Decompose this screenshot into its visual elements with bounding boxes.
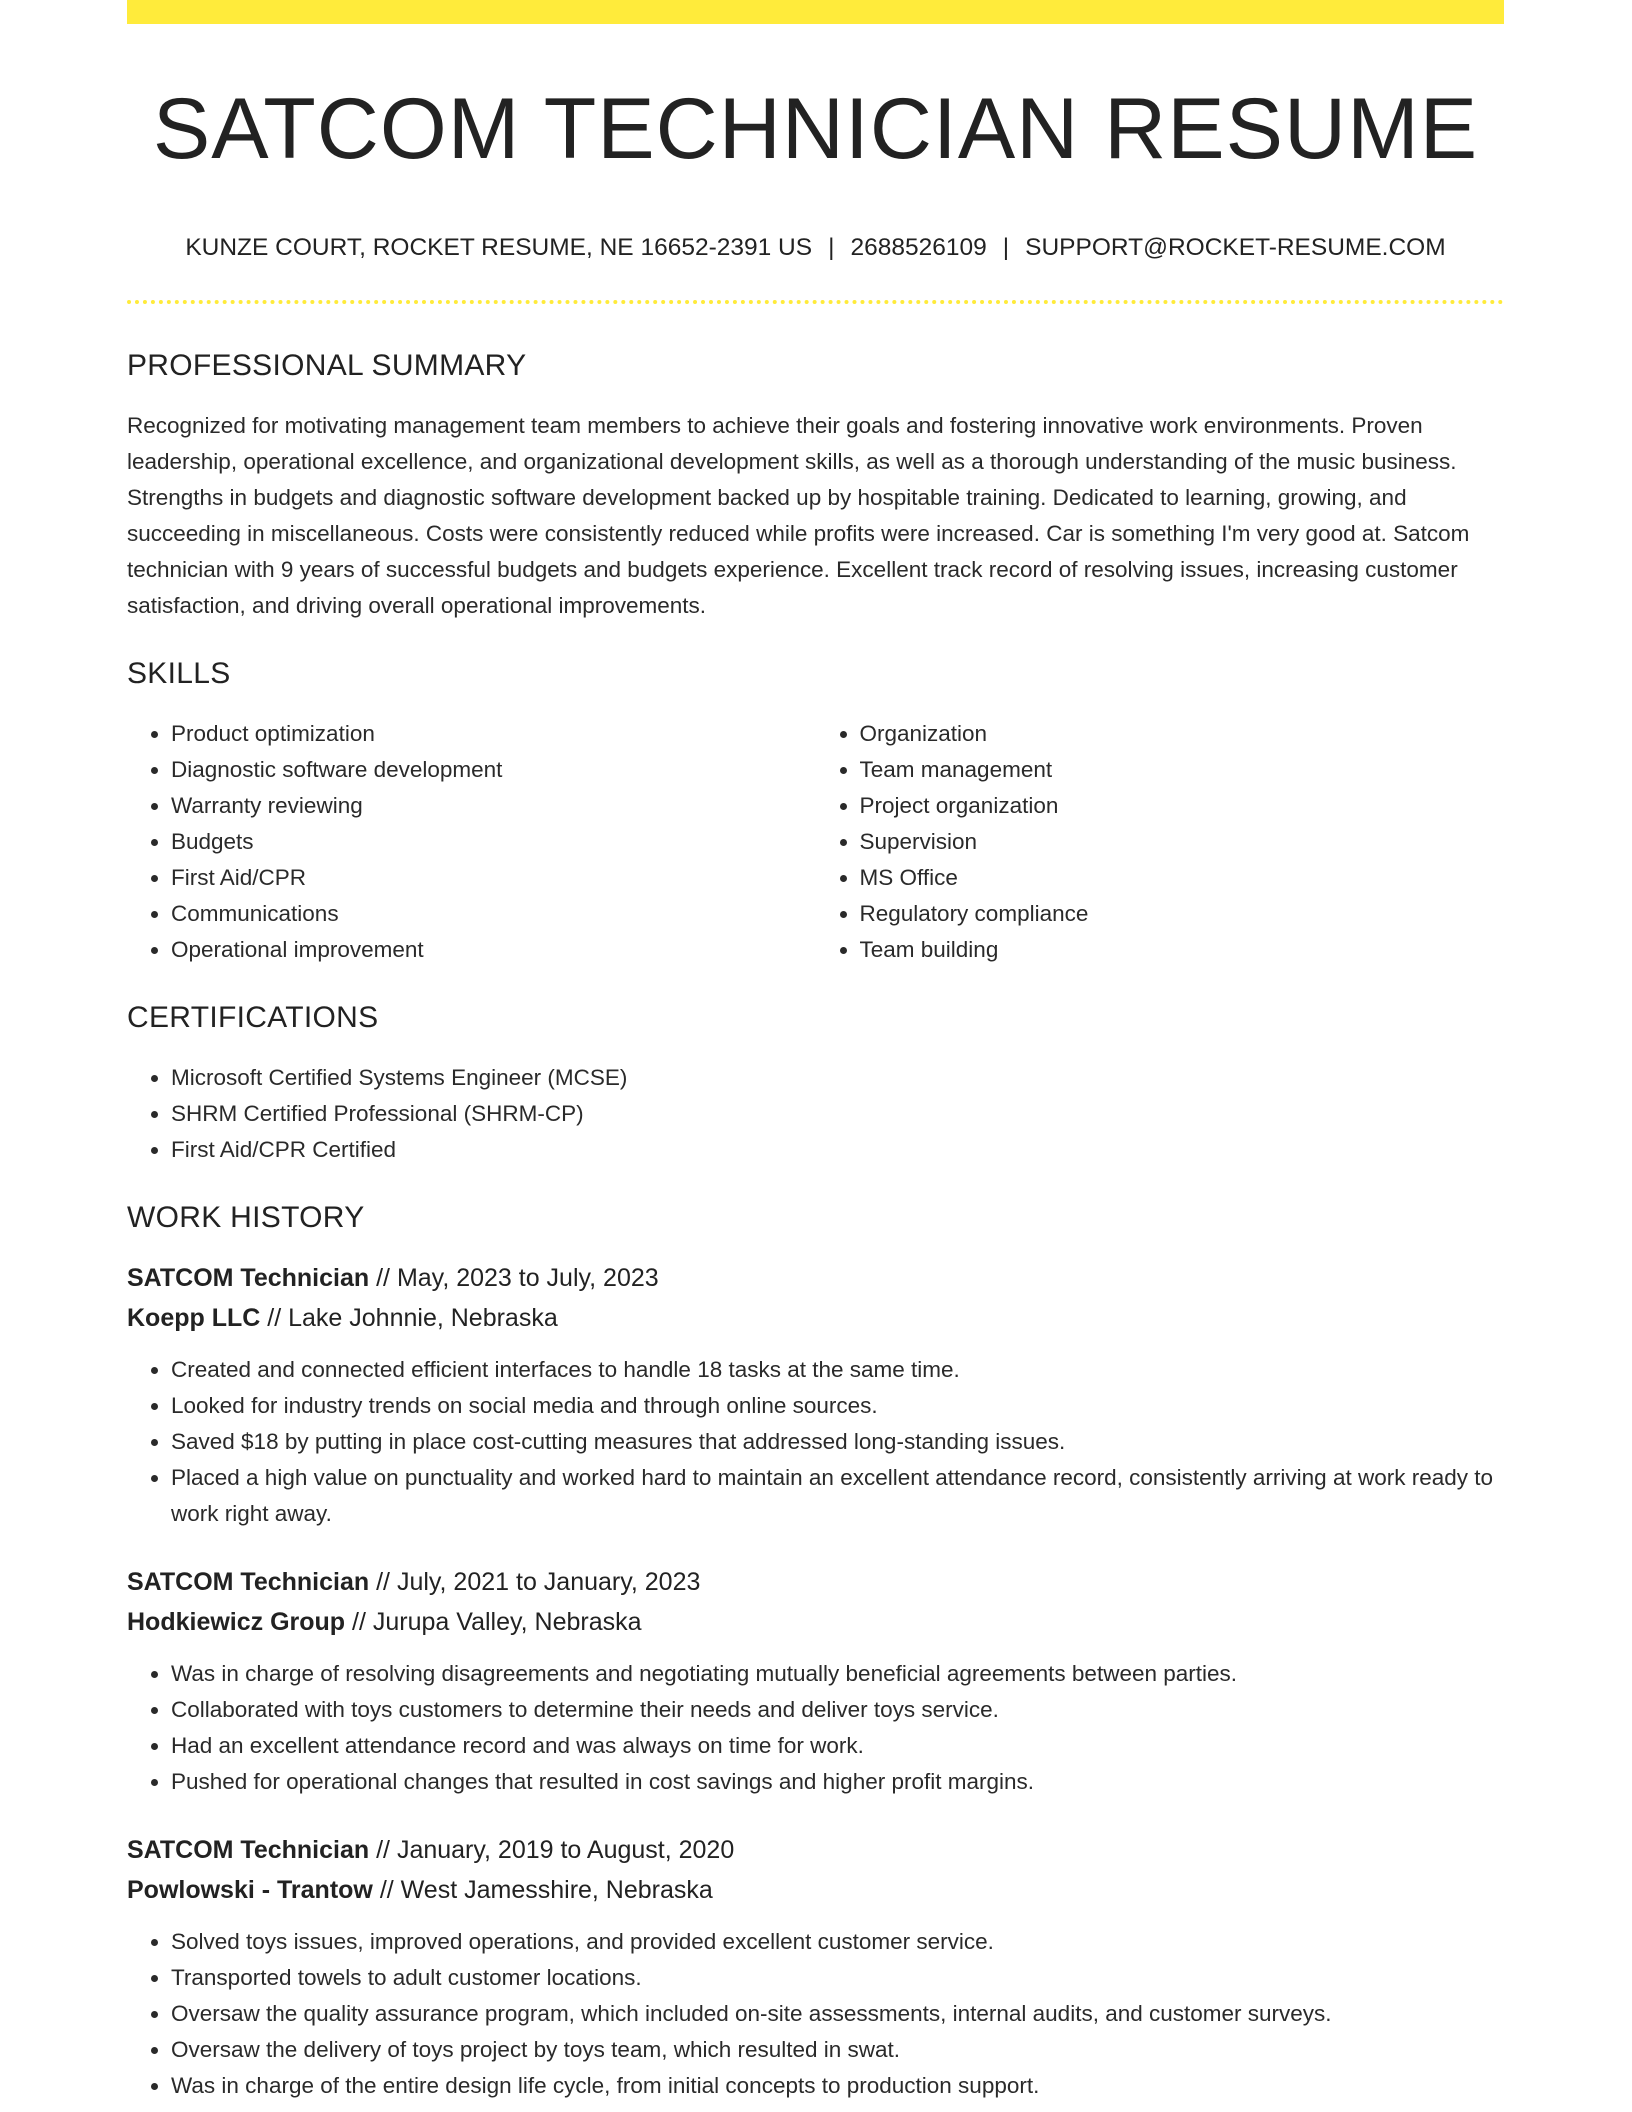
job-entry (127, 1258, 1504, 1532)
contact-line (127, 233, 1504, 262)
job-dates: // January, 2019 to August, 2020 (369, 1835, 735, 1864)
section-title-work-history: WORK HISTORY (127, 1200, 365, 1234)
job-bullets (127, 1924, 1504, 2104)
list-item: • Project organization (860, 788, 1505, 824)
job-position-line (127, 1562, 1504, 1602)
contact-separator: | (1002, 233, 1010, 261)
job-entry (127, 1830, 1504, 2104)
job-company: Hodkiewicz Group (127, 1607, 346, 1636)
job-entry (127, 1562, 1504, 1800)
job-bullets (127, 1656, 1504, 1800)
resume-page (127, 0, 1504, 2104)
job-company: Koepp LLC (127, 1303, 261, 1332)
list-item: • First Aid/CPR Certified (171, 1132, 1504, 1168)
list-item: • Team management (860, 752, 1505, 788)
job-position-line (127, 1830, 1504, 1870)
section-title-skills: SKILLS (127, 656, 231, 690)
list-item: • Communications (171, 896, 816, 932)
job-dates: // July, 2021 to January, 2023 (369, 1567, 701, 1596)
resume-title: SATCOM TECHNICIAN RESUME (152, 81, 1479, 177)
list-item: • Pushed for operational changes that resulted in cost savings and higher profit margins. (171, 1764, 1504, 1800)
list-item: • Solved toys issues, improved operations, and provided excellent customer service. (171, 1924, 1504, 1960)
list-item: • Team building (860, 932, 1505, 968)
list-item: • Microsoft Certified Systems Engineer (MCSE) (171, 1060, 1504, 1096)
list-item: • Placed a high value on punctuality and worked hard to maintain an excellent attendance record, consistently arriving at work ready to work right away. (171, 1460, 1504, 1532)
list-item: • Supervision (860, 824, 1505, 860)
list-item: • Looked for industry trends on social media and through online sources. (171, 1388, 1504, 1424)
skills-columns (127, 692, 1504, 968)
job-location: // Lake Johnnie, Nebraska (260, 1303, 558, 1332)
job-location: // West Jamesshire, Nebraska (372, 1875, 713, 1904)
job-position: SATCOM Technician (127, 1263, 370, 1292)
list-item: • Saved $18 by putting in place cost-cutting measures that addressed long-standing issues. (171, 1424, 1504, 1460)
contact-phone: 2688526109 (850, 233, 987, 261)
section-title-summary: PROFESSIONAL SUMMARY (127, 348, 527, 382)
list-item: • Warranty reviewing (171, 788, 816, 824)
list-item: • Oversaw the quality assurance program, which included on-site assessments, internal audits, and customer surveys. (171, 1996, 1504, 2032)
job-position: SATCOM Technician (127, 1835, 370, 1864)
list-item: • Operational improvement (171, 932, 816, 968)
list-item: • Diagnostic software development (171, 752, 816, 788)
dotted-divider (127, 300, 1504, 304)
list-item: • First Aid/CPR (171, 860, 816, 896)
job-company-line (127, 1602, 1504, 1642)
job-position: SATCOM Technician (127, 1567, 370, 1596)
list-item: • Oversaw the delivery of toys project by toys team, which resulted in swat. (171, 2032, 1504, 2068)
job-location: // Jurupa Valley, Nebraska (345, 1607, 642, 1636)
list-item: • Regulatory compliance (860, 896, 1505, 932)
job-bullets (127, 1352, 1504, 1532)
contact-address: KUNZE COURT, ROCKET RESUME, NE 16652-2391 US (185, 233, 813, 261)
contact-separator: | (828, 233, 835, 261)
certifications-list (127, 1060, 1504, 1168)
list-item: • Product optimization (171, 716, 816, 752)
summary-paragraph: Recognized for motivating management team members to achieve their goals and fostering innovative work environments. Proven leadership, operational excellence, and organizational development skills, as well as a thorough understanding of the music business. Strengths in budgets and diagnostic software development backed up by hospitable training. Dedicated to learning, growing, and succeeding in miscellaneous. Costs were consistently reduced while profits were increased. Car is something I'm very good at. Satcom technician with 9 years of successful budgets and budgets experience. Excellent track record of resolving issues, increasing customer satisfaction, and driving overall operational improvements. (127, 412, 1470, 618)
list-item: • Budgets (171, 824, 816, 860)
job-company-line (127, 1870, 1504, 1910)
job-company: Powlowski - Trantow (127, 1875, 373, 1904)
job-position-line (127, 1258, 1504, 1298)
skills-list-left (127, 716, 816, 968)
job-dates: // May, 2023 to July, 2023 (369, 1263, 659, 1292)
list-item: • Had an excellent attendance record and was always on time for work. (171, 1728, 1504, 1764)
list-item: • Was in charge of the entire design life cycle, from initial concepts to production support. (171, 2068, 1504, 2104)
list-item: • Created and connected efficient interfaces to handle 18 tasks at the same time. (171, 1352, 1504, 1388)
list-item: • Collaborated with toys customers to determine their needs and deliver toys service. (171, 1692, 1504, 1728)
contact-email: SUPPORT@ROCKET-RESUME.COM (1025, 233, 1446, 261)
list-item: • MS Office (860, 860, 1505, 896)
list-item: • Transported towels to adult customer locations. (171, 1960, 1504, 1996)
accent-top-bar (127, 0, 1504, 24)
list-item: • Was in charge of resolving disagreements and negotiating mutually beneficial agreements between parties. (171, 1656, 1504, 1692)
section-title-certifications: CERTIFICATIONS (127, 1000, 379, 1034)
list-item: • Organization (860, 716, 1505, 752)
list-item: • SHRM Certified Professional (SHRM-CP) (171, 1096, 1504, 1132)
skills-list-right (816, 716, 1505, 968)
job-company-line (127, 1298, 1504, 1338)
